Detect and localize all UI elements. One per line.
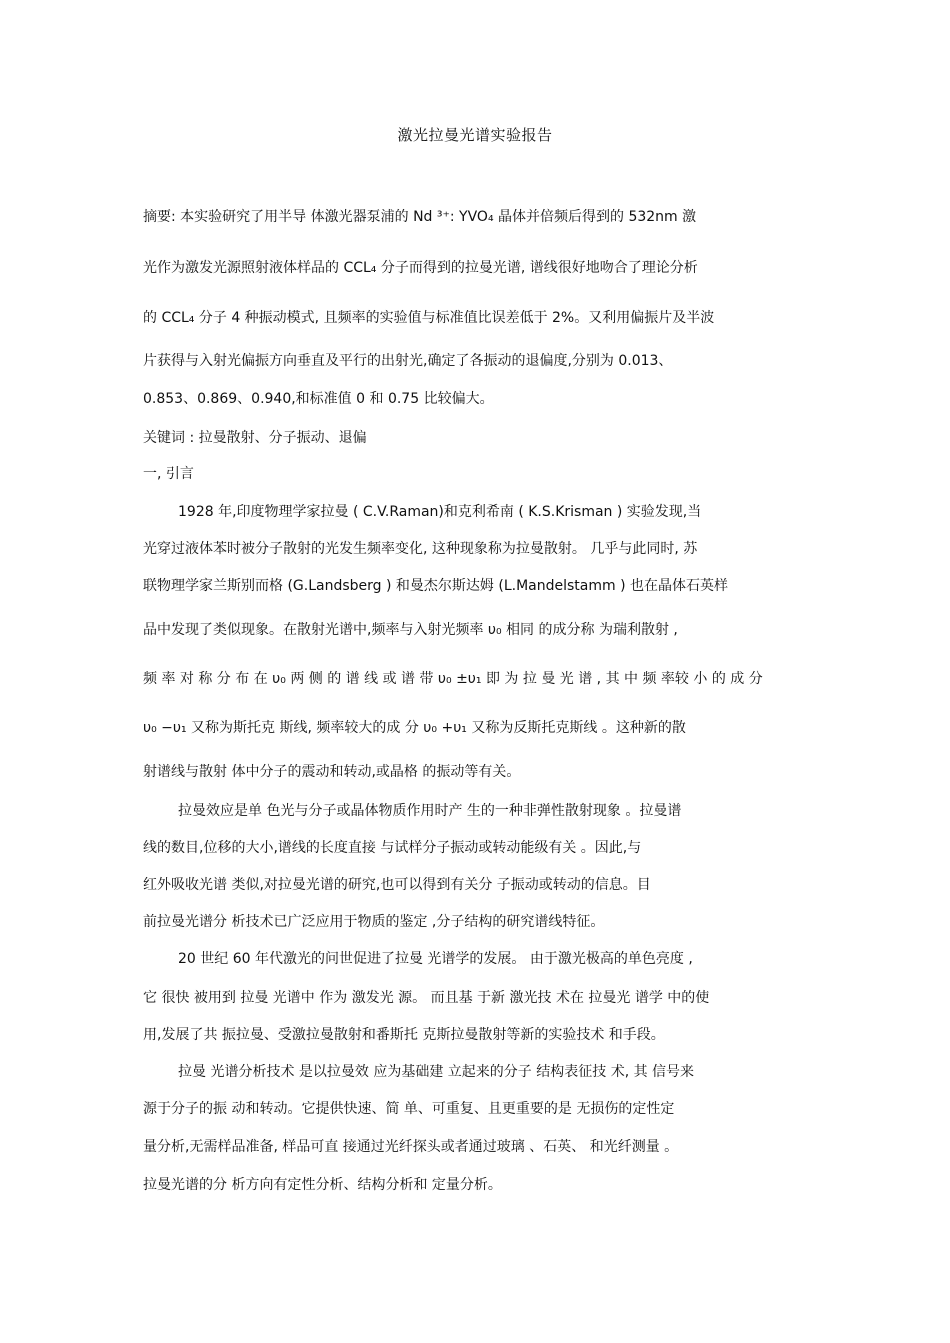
para1-line-5: 频 率 对 称 分 布 在 υ₀ 两 侧 的 谱 线 或 谱 带 υ₀ ±υ₁ 即 为 拉 曼 光 谱 , 其 中 频 率较 小 的 成 分 bbox=[143, 671, 763, 687]
para1-line-1: 1928 年,印度物理学家拉曼 ( C.V.Raman)和克利希南 ( K.S.Krisman ) 实验发现,当 bbox=[178, 504, 702, 520]
para4-line-3: 量分析,无需样品准备, 样品可直 接通过光纤探头或者通过玻璃 、石英、 和光纤测量 。 bbox=[143, 1139, 679, 1155]
page-title: 激光拉曼光谱实验报告 bbox=[397, 126, 553, 144]
keywords-line: 关键词 : 拉曼散射、分子振动、退偏 bbox=[143, 430, 367, 446]
section-heading: 一, 引言 bbox=[143, 466, 194, 482]
para1-line-3: 联物理学家兰斯别而格 (G.Landsberg ) 和曼杰尔斯达姆 (L.Mandelstamm ) 也在晶体石英样 bbox=[143, 578, 728, 594]
para1-line-2: 光穿过液体苯时被分子散射的光发生频率变化, 这种现象称为拉曼散射。 几乎与此同时, 苏 bbox=[143, 541, 698, 557]
para2-line-3: 红外吸收光谱 类似,对拉曼光谱的研究,也可以得到有关分 子振动或转动的信息。目 bbox=[143, 877, 651, 893]
para2-line-4: 前拉曼光谱分 析技术已广泛应用于物质的鉴定 ,分子结构的研究谱线特征。 bbox=[143, 914, 605, 930]
para2-line-2: 线的数目,位移的大小,谱线的长度直接 与试样分子振动或转动能级有关 。因此,与 bbox=[143, 840, 642, 856]
abstract-line-1: 摘要: 本实验研究了用半导 体激光器泵浦的 Nd ³⁺: YVO₄ 晶体并倍频后得到的 532nm 激 bbox=[143, 209, 697, 225]
para1-line-7: 射谱线与散射 体中分子的震动和转动,或晶格 的振动等有关。 bbox=[143, 764, 521, 780]
para4-line-2: 源于分子的振 动和转动。它提供快速、简 单、可重复、且更重要的是 无损伤的定性定 bbox=[143, 1101, 675, 1117]
abstract-line-2: 光作为激发光源照射液体样品的 CCL₄ 分子而得到的拉曼光谱, 谱线很好地吻合了理论分析 bbox=[143, 260, 698, 276]
abstract-line-3: 的 CCL₄ 分子 4 种振动模式, 且频率的实验值与标准值比误差低于 2%。又利用偏振片及半波 bbox=[143, 310, 715, 326]
para4-line-4: 拉曼光谱的分 析方向有定性分析、结构分析和 定量分析。 bbox=[143, 1177, 502, 1193]
para3-line-2: 它 很快 被用到 拉曼 光谱中 作为 激发光 源。 而且基 于新 激光技 术在 拉曼光 谱学 中的使 bbox=[143, 990, 710, 1006]
para3-line-1: 20 世纪 60 年代激光的问世促进了拉曼 光谱学的发展。 由于激光极高的单色亮度 , bbox=[178, 951, 693, 967]
para4-line-1: 拉曼 光谱分析技术 是以拉曼效 应为基础建 立起来的分子 结构表征技 术, 其 信号来 bbox=[178, 1064, 695, 1080]
abstract-line-5: 0.853、0.869、0.940,和标准值 0 和 0.75 比较偏大。 bbox=[143, 391, 494, 407]
para1-line-4: 品中发现了类似现象。在散射光谱中,频率与入射光频率 υ₀ 相同 的成分称 为瑞利散射 , bbox=[143, 622, 678, 638]
para1-line-6: υ₀ −υ₁ 又称为斯托克 斯线, 频率较大的成 分 υ₀ +υ₁ 又称为反斯托克斯线 。这种新的散 bbox=[143, 720, 686, 736]
para3-line-3: 用,发展了共 振拉曼、受激拉曼散射和番斯托 克斯拉曼散射等新的实验技术 和手段。 bbox=[143, 1027, 665, 1043]
abstract-line-4: 片获得与入射光偏振方向垂直及平行的出射光,确定了各振动的退偏度,分别为 0.013、 bbox=[143, 353, 673, 369]
para2-line-1: 拉曼效应是单 色光与分子或晶体物质作用时产 生的一种非弹性散射现象 。拉曼谱 bbox=[178, 803, 682, 819]
